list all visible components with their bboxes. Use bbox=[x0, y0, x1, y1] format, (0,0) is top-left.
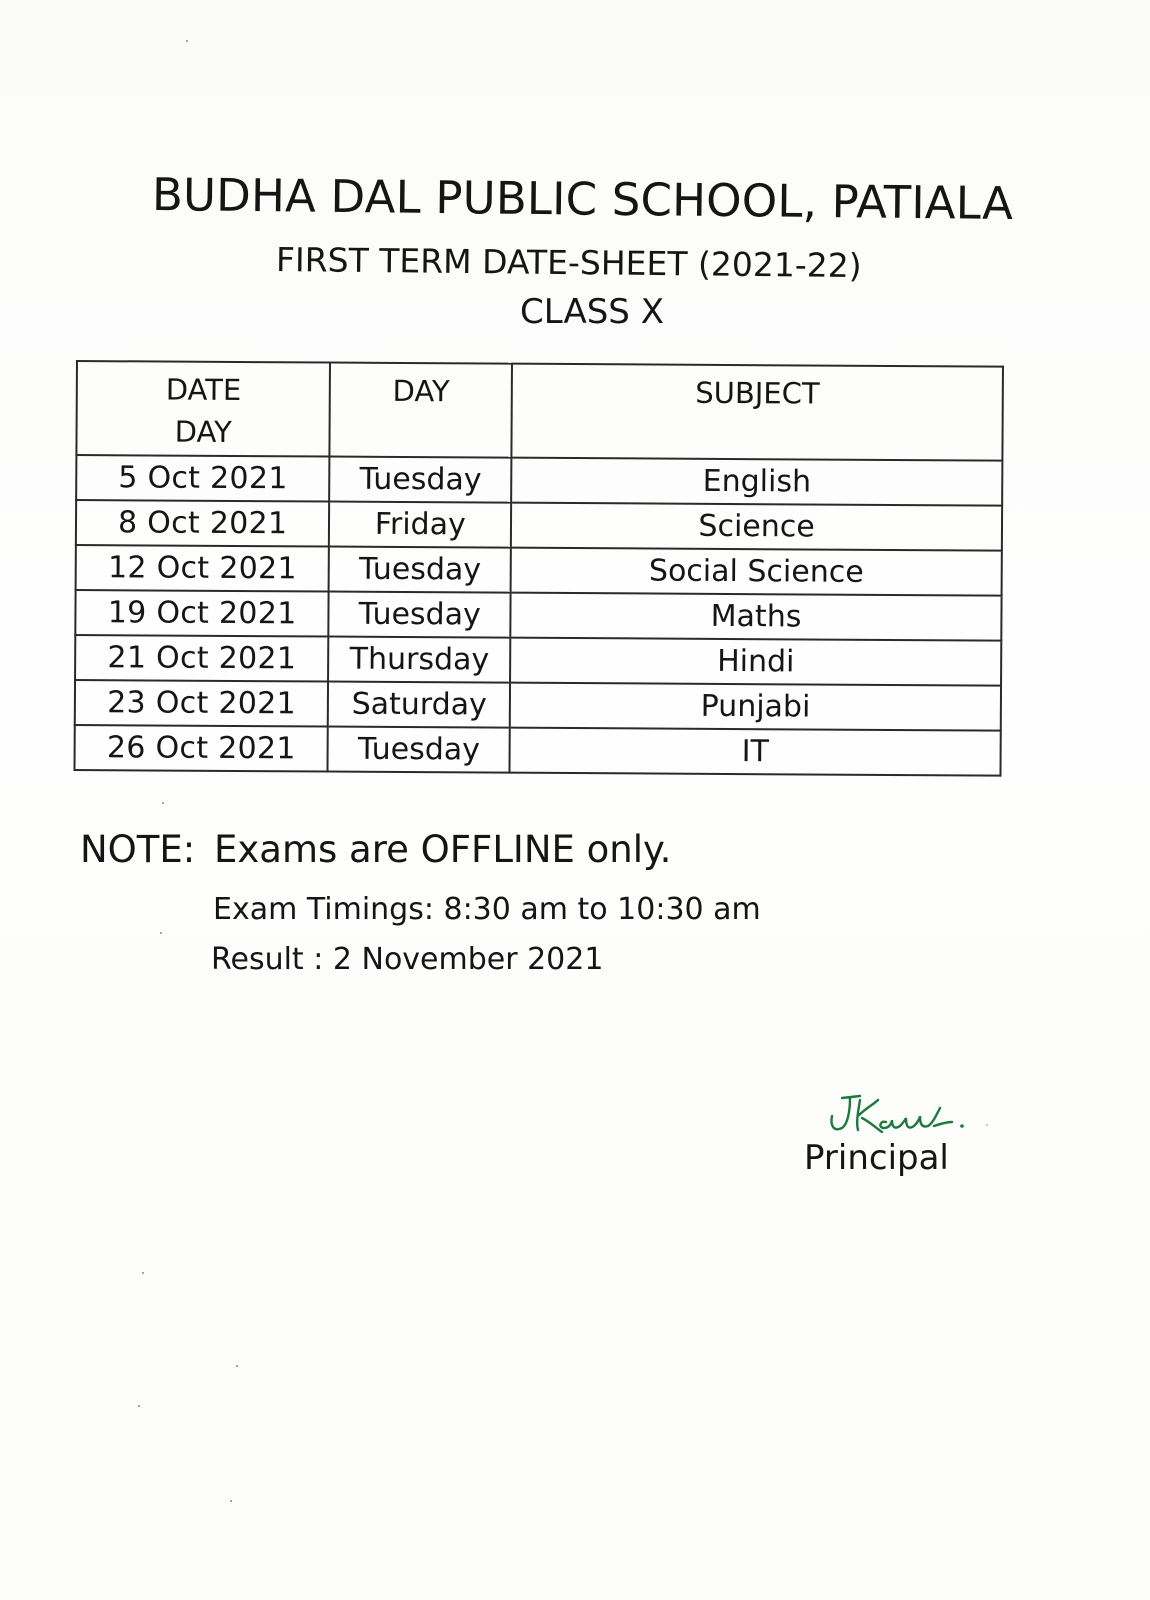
header-subject bbox=[512, 364, 1003, 461]
exam-timings: Exam Timings: 8:30 am to 10:30 am bbox=[213, 892, 761, 927]
exam-date: 19 Oct 2021 bbox=[75, 590, 329, 637]
header-row bbox=[76, 361, 1003, 461]
result-date: Result : 2 November 2021 bbox=[211, 942, 604, 977]
exam-subject: Social Science bbox=[511, 548, 1002, 596]
exam-day: Friday bbox=[329, 502, 511, 548]
exam-date: 12 Oct 2021 bbox=[76, 545, 330, 592]
table-row bbox=[75, 635, 1001, 686]
exam-date: 23 Oct 2021 bbox=[75, 680, 329, 727]
paper-speck bbox=[162, 802, 164, 804]
exam-date: 26 Oct 2021 bbox=[74, 725, 328, 772]
paper-speck bbox=[142, 1272, 144, 1274]
header-day-label: DAY bbox=[392, 373, 450, 409]
table-row bbox=[75, 680, 1001, 731]
paper-speck bbox=[230, 1500, 232, 1502]
header-date-label: DATE bbox=[165, 372, 242, 408]
exam-date: 8 Oct 2021 bbox=[76, 500, 330, 547]
header-day-sub-label: DAY bbox=[174, 414, 232, 449]
paper-speck bbox=[160, 932, 162, 934]
paper-speck bbox=[236, 1365, 238, 1367]
header-date-day bbox=[76, 361, 330, 457]
table-header bbox=[76, 361, 1003, 461]
exam-subject: Science bbox=[511, 503, 1002, 551]
table-row bbox=[74, 725, 1000, 776]
table-row bbox=[75, 590, 1001, 641]
header-subject-label: SUBJECT bbox=[695, 375, 820, 411]
table-body bbox=[74, 455, 1002, 776]
exam-subject: English bbox=[511, 458, 1002, 506]
header-day bbox=[330, 363, 512, 458]
note-label: NOTE: bbox=[80, 828, 196, 871]
date-sheet-table bbox=[73, 360, 1003, 777]
exam-date: 21 Oct 2021 bbox=[75, 635, 329, 682]
exam-subject: Maths bbox=[511, 593, 1002, 641]
school-name: BUDHA DAL PUBLIC SCHOOL, PATIALA bbox=[151, 168, 1014, 231]
exam-day: Tuesday bbox=[330, 457, 512, 503]
exam-subject: Punjabi bbox=[510, 683, 1001, 731]
class-title: CLASS X bbox=[520, 292, 664, 332]
exam-subject: IT bbox=[510, 728, 1001, 776]
offline-note-text: Exams are OFFLINE only. bbox=[214, 828, 672, 871]
table-row bbox=[76, 545, 1002, 596]
paper-speck bbox=[986, 1124, 988, 1126]
principal-signature bbox=[820, 1082, 970, 1142]
table-row bbox=[76, 500, 1002, 551]
exam-day: Tuesday bbox=[329, 547, 511, 593]
exam-day: Tuesday bbox=[329, 592, 511, 638]
exam-day: Tuesday bbox=[328, 727, 510, 773]
principal-title: Principal bbox=[804, 1138, 949, 1178]
exam-subject: Hindi bbox=[510, 638, 1001, 686]
offline-note bbox=[80, 828, 671, 871]
table-row bbox=[76, 455, 1002, 506]
term-title: FIRST TERM DATE-SHEET (2021-22) bbox=[275, 240, 862, 286]
exam-day: Saturday bbox=[328, 682, 510, 728]
date-sheet-table-wrapper bbox=[73, 360, 1003, 777]
exam-day: Thursday bbox=[328, 637, 510, 683]
exam-date: 5 Oct 2021 bbox=[76, 455, 330, 502]
paper-speck bbox=[138, 1405, 140, 1407]
paper-speck bbox=[186, 40, 188, 42]
